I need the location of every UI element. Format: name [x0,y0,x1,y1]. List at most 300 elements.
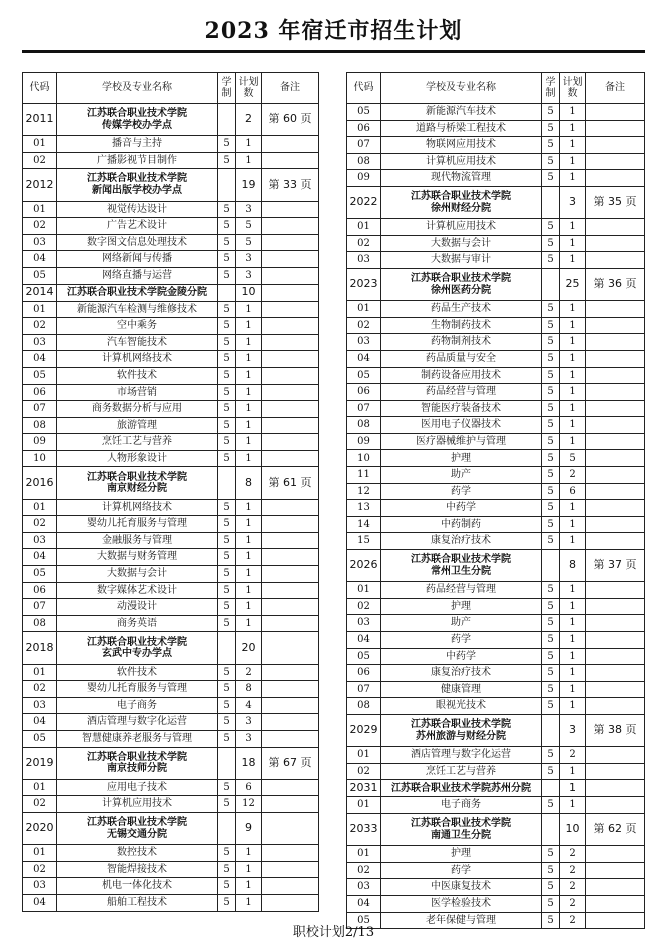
cell-name: 计算机网络技术 [57,351,218,368]
cell-years: 5 [218,779,236,796]
cell-plan: 1 [236,845,262,862]
cell-years: 5 [218,796,236,813]
cell-code: 06 [347,665,381,682]
cell-code: 01 [347,797,381,814]
cell-code: 06 [347,120,381,137]
cell-code: 07 [347,137,381,154]
cell-plan: 2 [560,846,586,863]
cell-note [586,350,645,367]
cell-name: 智慧健康养老服务与管理 [57,730,218,747]
cell-years: 5 [218,499,236,516]
cell-years: 5 [218,681,236,698]
cell-code: 10 [23,450,57,467]
cell-note: 第 61 页 [262,467,319,499]
cell-years: 5 [218,267,236,284]
major-row [23,401,319,418]
cell-name: 人物形象设计 [57,450,218,467]
cell-plan: 2 [560,467,586,484]
major-row [347,846,645,863]
cell-note [262,301,319,318]
school-row [347,714,645,746]
major-row [23,730,319,747]
cell-years: 5 [542,301,560,318]
cell-plan: 1 [236,351,262,368]
cell-code: 10 [347,450,381,467]
cell-years: 5 [542,467,560,484]
cell-note [262,681,319,698]
major-row [23,152,319,169]
cell-code: 2020 [23,812,57,844]
cell-note [262,812,319,844]
cell-plan: 1 [560,400,586,417]
cell-code: 2016 [23,467,57,499]
major-row [347,235,645,252]
major-row [23,894,319,911]
cell-plan: 1 [560,500,586,517]
cell-note [262,582,319,599]
cell-code: 01 [23,201,57,218]
major-row [23,861,319,878]
cell-code: 07 [347,400,381,417]
cell-plan: 2 [236,104,262,136]
cell-code: 08 [23,615,57,632]
cell-code: 01 [23,664,57,681]
cell-note [262,615,319,632]
cell-name: 护理 [381,846,542,863]
cell-note [262,499,319,516]
cell-name: 大数据与会计 [57,566,218,583]
cell-code: 07 [347,681,381,698]
cell-years: 5 [542,763,560,780]
school-row [23,632,319,664]
major-row [347,120,645,137]
cell-years [542,780,560,797]
cell-name: 医学检验技术 [381,895,542,912]
cell-plan: 2 [236,664,262,681]
major-row [347,400,645,417]
cell-note [586,301,645,318]
cell-plan: 1 [560,367,586,384]
cell-name: 计算机网络技术 [57,499,218,516]
cell-years: 5 [218,401,236,418]
major-row [347,219,645,236]
cell-years: 5 [542,219,560,236]
cell-years: 5 [218,152,236,169]
cell-plan: 18 [236,747,262,779]
cell-years: 5 [218,201,236,218]
major-row [23,434,319,451]
cell-name: 道路与桥梁工程技术 [381,120,542,137]
cell-plan: 5 [236,234,262,251]
cell-name: 护理 [381,450,542,467]
cell-plan: 1 [236,861,262,878]
cell-years: 5 [542,698,560,715]
cell-years [218,104,236,136]
cell-name: 计算机应用技术 [57,796,218,813]
cell-code: 01 [23,136,57,153]
cell-code: 02 [23,861,57,878]
cell-note: 第 33 页 [262,169,319,201]
cell-note [262,434,319,451]
cell-plan: 1 [236,549,262,566]
major-row [23,532,319,549]
school-row [23,169,319,201]
school-row [347,813,645,845]
cell-note [586,500,645,517]
right-table-body [347,104,645,929]
cell-years: 5 [218,615,236,632]
cell-years: 5 [218,664,236,681]
cell-note [586,895,645,912]
cell-code: 08 [347,698,381,715]
major-row [347,450,645,467]
cell-plan: 3 [236,714,262,731]
major-row [23,516,319,533]
cell-code: 03 [23,334,57,351]
cell-years: 5 [542,895,560,912]
major-row [347,747,645,764]
cell-name: 广告艺术设计 [57,218,218,235]
major-row [347,467,645,484]
cell-note [586,467,645,484]
cell-note [586,681,645,698]
major-row [23,417,319,434]
school-row [23,284,319,301]
cell-years: 5 [218,532,236,549]
cell-name: 软件技术 [57,367,218,384]
cell-name: 生物制药技术 [381,317,542,334]
cell-years: 5 [542,797,560,814]
cell-note: 第 36 页 [586,268,645,300]
cell-note [262,417,319,434]
cell-years: 5 [542,235,560,252]
cell-name: 商务数据分析与应用 [57,401,218,418]
cell-plan: 1 [236,318,262,335]
cell-note [262,894,319,911]
cell-code: 2029 [347,714,381,746]
major-row [347,104,645,121]
major-row [23,549,319,566]
cell-years: 5 [218,566,236,583]
cell-name: 智能焊接技术 [57,861,218,878]
cell-note [262,318,319,335]
cell-code: 02 [347,862,381,879]
cell-note: 第 62 页 [586,813,645,845]
cell-name: 电子商务 [57,697,218,714]
major-row [347,681,645,698]
cell-plan: 1 [236,894,262,911]
cell-name: 计算机应用技术 [381,153,542,170]
cell-code: 08 [23,417,57,434]
cell-name: 市场营销 [57,384,218,401]
major-row [23,367,319,384]
cell-code: 02 [23,218,57,235]
cell-years: 5 [542,681,560,698]
cell-note [262,632,319,664]
right-table-panel [346,72,645,929]
cell-years [542,268,560,300]
cell-years: 5 [218,516,236,533]
cell-plan: 9 [236,812,262,844]
cell-years: 5 [218,136,236,153]
cell-code: 03 [347,252,381,269]
major-row [347,598,645,615]
cell-plan: 25 [560,268,586,300]
header-note: 备注 [586,73,645,104]
cell-years: 5 [542,384,560,401]
cell-years: 5 [218,367,236,384]
cell-years: 5 [542,846,560,863]
cell-note [262,730,319,747]
cell-years: 5 [542,317,560,334]
cell-plan: 8 [560,550,586,582]
cell-code: 06 [23,384,57,401]
major-row [347,862,645,879]
cell-years: 5 [218,878,236,895]
cell-code: 05 [347,648,381,665]
cell-years: 5 [542,598,560,615]
school-row [347,186,645,218]
major-row [23,697,319,714]
cell-name: 药学 [381,483,542,500]
cell-name: 江苏联合职业技术学院金陵分院 [57,284,218,301]
cell-note [586,170,645,187]
major-row [347,698,645,715]
title-rule [22,50,645,53]
cell-name: 婴幼儿托育服务与管理 [57,516,218,533]
cell-plan: 12 [236,796,262,813]
cell-note [586,384,645,401]
cell-note [262,532,319,549]
header-years: 学制 [218,73,236,104]
cell-code: 15 [347,533,381,550]
header-plan: 计划数 [560,73,586,104]
cell-code: 02 [347,598,381,615]
major-row [23,779,319,796]
cell-note [586,235,645,252]
cell-note [586,665,645,682]
cell-code: 01 [347,582,381,599]
header-name: 学校及专业名称 [57,73,218,104]
page-footer: 职校计划2/13 [292,925,375,940]
cell-note [586,317,645,334]
cell-plan: 3 [236,251,262,268]
cell-name: 婴幼儿托育服务与管理 [57,681,218,698]
cell-plan: 4 [236,697,262,714]
cell-code: 2033 [347,813,381,845]
cell-plan: 1 [560,516,586,533]
major-row [347,384,645,401]
cell-name: 药学 [381,632,542,649]
cell-code: 05 [23,566,57,583]
cell-years: 5 [542,582,560,599]
cell-name: 助产 [381,615,542,632]
major-row [23,599,319,616]
cell-plan: 1 [236,136,262,153]
cell-name: 江苏联合职业技术学院 南通卫生分院 [381,813,542,845]
cell-code: 02 [23,152,57,169]
cell-note [262,697,319,714]
cell-years: 5 [218,417,236,434]
cell-note [586,862,645,879]
cell-note [586,747,645,764]
right-enrollment-table [346,72,645,929]
cell-name: 康复治疗技术 [381,665,542,682]
major-row [347,763,645,780]
cell-code: 09 [23,434,57,451]
cell-plan: 1 [560,681,586,698]
cell-code: 01 [347,747,381,764]
cell-plan: 1 [236,334,262,351]
cell-plan: 1 [236,516,262,533]
cell-code: 09 [347,433,381,450]
school-row [23,104,319,136]
cell-plan: 1 [560,632,586,649]
cell-note [262,779,319,796]
cell-note [586,219,645,236]
cell-name: 机电一体化技术 [57,878,218,895]
cell-years: 5 [218,301,236,318]
cell-note: 第 37 页 [586,550,645,582]
cell-code: 03 [23,878,57,895]
cell-plan: 8 [236,681,262,698]
cell-note [262,367,319,384]
major-row [347,301,645,318]
school-row [23,747,319,779]
cell-name: 药品生产技术 [381,301,542,318]
cell-plan: 1 [236,450,262,467]
cell-code: 2014 [23,284,57,301]
cell-years: 5 [542,252,560,269]
cell-code: 01 [23,845,57,862]
header-code: 代码 [23,73,57,104]
cell-note [586,698,645,715]
cell-note [586,763,645,780]
cell-plan: 1 [560,417,586,434]
cell-code: 07 [23,401,57,418]
cell-name: 江苏联合职业技术学院 南京技师分院 [57,747,218,779]
cell-years: 5 [218,730,236,747]
cell-years: 5 [218,318,236,335]
major-row [23,351,319,368]
cell-plan: 1 [560,170,586,187]
cell-name: 船舶工程技术 [57,894,218,911]
cell-plan: 1 [560,334,586,351]
cell-note [586,797,645,814]
cell-years: 5 [542,153,560,170]
cell-code: 06 [347,384,381,401]
cell-plan: 1 [236,301,262,318]
cell-code: 03 [23,697,57,714]
cell-code: 11 [347,467,381,484]
major-row [347,417,645,434]
major-row [347,615,645,632]
cell-code: 04 [347,895,381,912]
cell-plan: 2 [560,862,586,879]
cell-code: 04 [23,714,57,731]
cell-note [586,120,645,137]
cell-note [586,648,645,665]
cell-plan: 1 [560,533,586,550]
cell-name: 汽车智能技术 [57,334,218,351]
cell-plan: 1 [560,104,586,121]
cell-note [586,846,645,863]
cell-note [586,533,645,550]
cell-note: 第 38 页 [586,714,645,746]
cell-note [262,516,319,533]
cell-name: 物联网应用技术 [381,137,542,154]
cell-name: 江苏联合职业技术学院 常州卫生分院 [381,550,542,582]
cell-name: 大数据与会计 [381,235,542,252]
cell-note: 第 60 页 [262,104,319,136]
cell-name: 智能医疗装备技术 [381,400,542,417]
cell-note: 第 67 页 [262,747,319,779]
page-title: 2023 年宿迁市招生计划 [204,18,463,44]
major-row [347,500,645,517]
cell-note [586,582,645,599]
school-row [347,550,645,582]
left-table-body [23,104,319,912]
cell-plan: 1 [560,301,586,318]
cell-code: 2031 [347,780,381,797]
cell-years [542,813,560,845]
cell-note [262,251,319,268]
header-years: 学制 [542,73,560,104]
cell-code: 12 [347,483,381,500]
cell-code: 04 [23,251,57,268]
cell-code: 01 [23,779,57,796]
cell-note [262,861,319,878]
major-row [23,796,319,813]
cell-plan: 3 [560,714,586,746]
cell-plan: 1 [236,499,262,516]
cell-plan: 1 [236,582,262,599]
cell-years: 5 [218,218,236,235]
cell-years [542,550,560,582]
cell-plan: 6 [236,779,262,796]
cell-note [262,136,319,153]
cell-code: 02 [23,796,57,813]
cell-code: 02 [347,317,381,334]
cell-code: 2019 [23,747,57,779]
cell-plan: 2 [560,879,586,896]
cell-name: 广播影视节目制作 [57,152,218,169]
cell-years [542,714,560,746]
cell-years: 5 [542,516,560,533]
cell-name: 大数据与审计 [381,252,542,269]
cell-name: 现代物流管理 [381,170,542,187]
cell-years: 5 [542,417,560,434]
cell-code: 01 [347,846,381,863]
table-header-row [347,73,645,104]
cell-years: 5 [218,582,236,599]
major-row [23,664,319,681]
cell-plan: 3 [560,186,586,218]
cell-plan: 1 [560,797,586,814]
cell-years [218,169,236,201]
cell-years: 5 [542,450,560,467]
cell-note [262,152,319,169]
cell-name: 江苏联合职业技术学院 无锡交通分院 [57,812,218,844]
cell-plan: 10 [236,284,262,301]
cell-code: 02 [347,235,381,252]
major-row [347,533,645,550]
cell-note [586,104,645,121]
cell-years: 5 [218,334,236,351]
cell-code: 07 [23,599,57,616]
cell-years: 5 [542,747,560,764]
cell-plan: 2 [560,895,586,912]
